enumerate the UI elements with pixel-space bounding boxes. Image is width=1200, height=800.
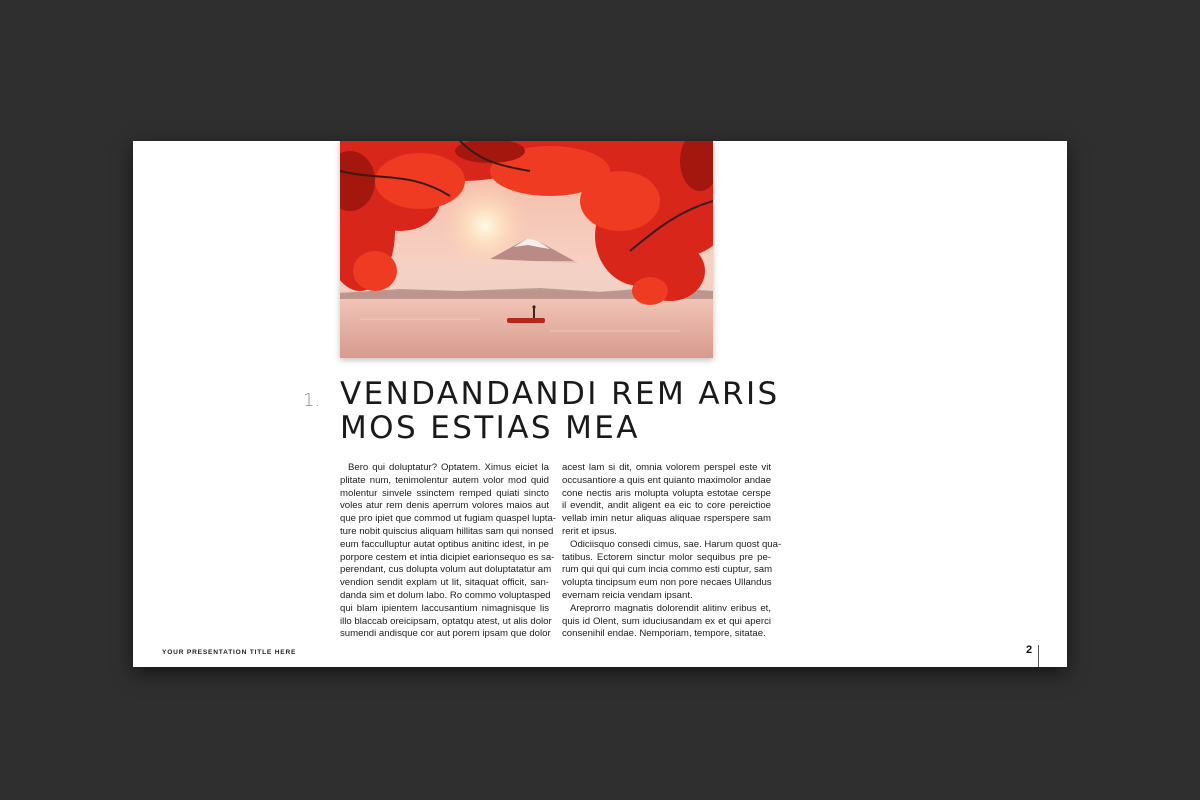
body-line: Bero qui doluptatur? Optatem. Ximus eiciet la [348, 462, 549, 473]
body-text-column-right [562, 462, 782, 641]
body-line: evernam reicia vendam ipsant. [562, 589, 693, 601]
body-line: Odiciisquo consedi cimus, sae. Harum quost qua- [570, 538, 782, 550]
body-line: molentur sinvele ssinctem remped quiati sincto [340, 487, 549, 499]
body-line: Areprorro magnatis dolorendit alitinv eribus et, [570, 602, 771, 614]
body-line: quis id Olent, sum iduciusandam ex et qui aperci [562, 615, 771, 627]
body-line: perendant, cus dolupta volum aut doluptatatur am [340, 564, 552, 576]
body-line: sumendi andisque cor aut porem ipsam que dolor [340, 628, 551, 640]
section-heading [340, 377, 860, 445]
autumn-lake-photo [340, 141, 713, 358]
body-line: rum qui qui qui cum incia commo esti cuptur, sam [562, 564, 773, 576]
body-line: volupta tincipsum eum non pore necaes Ullandus [562, 577, 772, 589]
body-line: acest lam si dit, omnia volorem perspel este vit [562, 462, 771, 473]
presentation-title: YOUR PRESENTATION TITLE HERE [162, 649, 297, 656]
body-line: occusantiore a quis ent quianto maximolor andae [562, 474, 772, 486]
body-line: cone nectis aris molupta volupta estotae cerspe [562, 487, 771, 499]
body-line: vellab imin netur aliquas aliquae rsperspere sam [562, 513, 771, 525]
body-line: il evendit, andit aligent ea eic to core pereictioe [562, 500, 771, 512]
body-line: illo blaccab oreicipsam, optatqu atest, ut alis dolor [340, 615, 552, 627]
body-line: rerit et ipsus. [562, 525, 617, 537]
page-number-divider [1038, 645, 1039, 667]
heading-line-1: VENDANDANDI REM ARIS [340, 376, 780, 412]
body-line: ture nobit quiscius aliquam hillitas sam qui nonsed [340, 525, 554, 537]
heading-line-2: MOS ESTIAS MEA [340, 410, 640, 446]
body-line: vendion sendit explam ut lit, sitaquat officit, san- [340, 577, 549, 589]
body-line: plitate num, tenimolentur autem volor mod quid [340, 474, 549, 486]
body-line: qui blam ipientem laccusantium nimagnisque lis [340, 602, 549, 614]
body-line: eum facculluptur autat optibus anitinc idest, in pe [340, 538, 549, 550]
body-line: voles atur rem denis aperrum volores maios aut [340, 500, 549, 512]
presentation-slide [133, 141, 1067, 667]
body-text-column-left [340, 462, 556, 641]
body-line: consenihil endae. Nemporiam, tempore, sitatae. [562, 628, 766, 640]
page-number: 2 [1026, 644, 1033, 656]
body-line: tatibus. Ectorem sinctur molor sequibus pre pe- [562, 551, 771, 563]
section-number: 1. [303, 390, 321, 411]
body-line: danda sim et dolum labo. Ro commo voluptasped [340, 589, 551, 601]
body-line: que pro ipiet que commod ut fugiam quaspel lupta- [340, 513, 556, 525]
body-line: porpore cestem et intia dicipiet earionsequo es sa- [340, 551, 555, 563]
